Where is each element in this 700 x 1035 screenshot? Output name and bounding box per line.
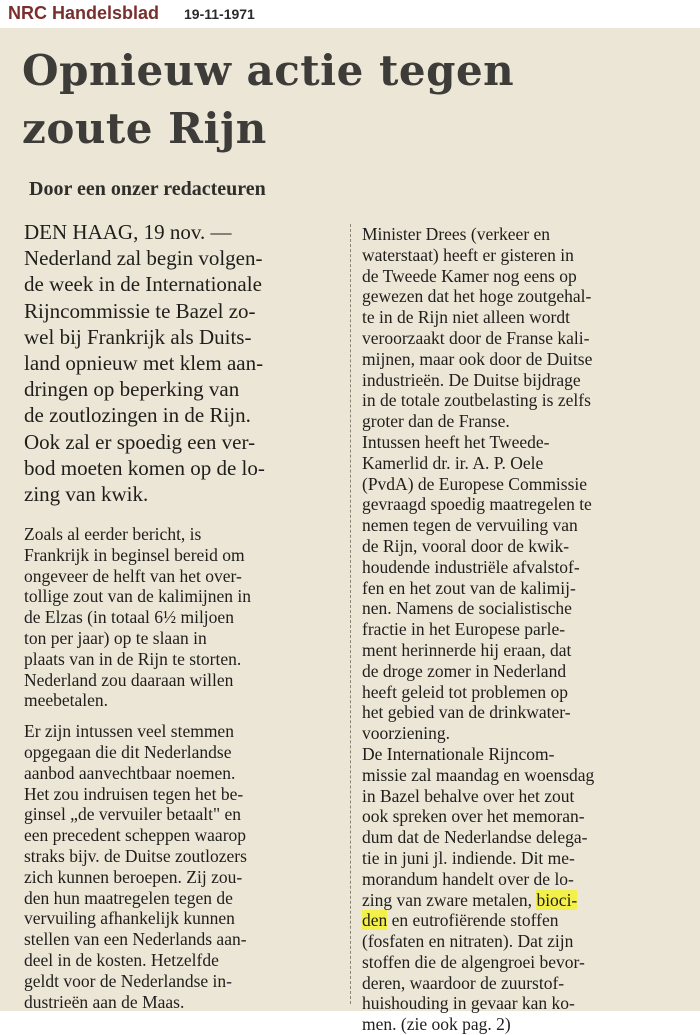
text-line: ginsel „de vervuiler betaalt" en: [24, 804, 242, 825]
text-line: nemen tegen de vervuiling van: [362, 515, 578, 536]
body-paragraph: [362, 432, 677, 744]
text-line: Er zijn intussen veel stemmen: [24, 721, 234, 742]
publication-date: 19-11-1971: [184, 6, 255, 22]
text-line: te in de Rijn niet alleen wordt: [362, 307, 571, 328]
article-byline: Door een onzer redacteuren: [29, 178, 266, 200]
text-line: opgegaan die dit Nederlandse: [24, 742, 232, 763]
text-line: meebetalen.: [24, 690, 109, 711]
text-line: in de totale zoutbelasting is zelfs: [362, 390, 591, 411]
left-column: [24, 219, 342, 1012]
text-line: heeft geleid tot problemen op: [362, 681, 569, 702]
text-line: in Bazel behalve over het zout: [362, 785, 575, 806]
text-line: dustrieën aan de Maas.: [24, 991, 185, 1012]
text-line: stellen van een Nederlands aan-: [24, 929, 247, 950]
text-line: deel in de kosten. Hetzelfde: [24, 950, 219, 970]
text-line: huishouding in gevaar kan ko-: [362, 993, 575, 1014]
highlighted-word: den: [362, 910, 388, 931]
text-line: den hun maatregelen tegen de: [24, 887, 233, 908]
highlighted-word: bioci-: [536, 889, 578, 910]
column-divider: [350, 224, 351, 1004]
text-line: Minister Drees (verkeer en: [362, 224, 551, 244]
text-line: de Rijn, vooral door de kwik-: [362, 535, 570, 556]
text-line: aanbod aanvechtbaar noemen.: [24, 762, 236, 783]
body-paragraph: [24, 524, 342, 711]
text-line: bod moeten komen op de lo-: [24, 455, 265, 480]
text-line: Nederland zou daaraan willen: [24, 669, 234, 690]
body-paragraph: [362, 744, 677, 1035]
text-line: De Internationale Rijncom-: [362, 743, 555, 764]
text-line: fen en het zout van de kalimij-: [362, 577, 576, 598]
text-line: dringen op beperking van: [24, 377, 240, 402]
text-line: DEN HAAG, 19 nov. —: [24, 220, 232, 244]
newspaper-clipping: [0, 28, 700, 1035]
lead-paragraph: [24, 219, 342, 507]
text-line: waterstaat) heeft er gisteren in: [362, 244, 574, 265]
text-line: het gebied van de drinkwater-: [362, 702, 571, 723]
text-line: plaats van in de Rijn te storten.: [24, 648, 242, 669]
text-line: de Tweede Kamer nog eens op: [362, 265, 577, 286]
text-line: de week in de Internationale: [24, 272, 262, 297]
page-header: [0, 0, 700, 30]
text-line: zing van kwik.: [24, 481, 149, 506]
text-line: veroorzaakt door de Franse kali-: [362, 327, 590, 348]
text-line: ton per jaar) op te slaan in: [24, 628, 207, 649]
text-line: men. (zie ook pag. 2): [362, 1014, 511, 1035]
text-line: mijnen, maar ook door de Duitse: [362, 348, 593, 369]
text-line: ongeveer de helft van het over-: [24, 565, 242, 586]
text-line: Rijncommissie te Bazel zo-: [24, 298, 256, 323]
right-column: [362, 224, 677, 1035]
text-line: Intussen heeft het Tweede-: [362, 431, 550, 452]
text-line: Zoals al eerder bericht, is: [24, 524, 202, 545]
text-line: (fosfaten en nitraten). Dat zijn: [362, 931, 574, 952]
text-line: voorziening.: [362, 723, 450, 744]
text-line: nen. Namens de socialistische: [362, 598, 572, 619]
text-line: zich kunnen beroepen. Zij zou-: [24, 866, 243, 887]
text-line: (PvdA) de Europese Commissie: [362, 473, 588, 494]
text-line: industrieën. De Duitse bijdrage: [362, 369, 581, 390]
text-line: gevraagd spoedig maatregelen te: [362, 494, 592, 515]
text-line: Kamerlid dr. ir. A. P. Oele: [362, 452, 544, 473]
body-paragraph: [24, 721, 342, 1012]
text-line: dum dat de Nederlandse delega-: [362, 827, 588, 848]
text-line: gewezen dat het hoge zoutgehal-: [362, 286, 592, 307]
text-line: ook spreken over het memoran-: [362, 806, 585, 827]
text-line: missie zal maandag en woensdag: [362, 764, 595, 785]
publication-name: NRC Handelsblad: [8, 3, 160, 23]
headline-line-2: zoute Rijn: [22, 104, 267, 153]
text-line: de Elzas (in totaal 6½ miljoen: [24, 607, 234, 628]
text-line: een precedent scheppen waarop: [24, 825, 247, 846]
text-line: fractie in het Europese parle-: [362, 619, 566, 640]
text-line: groter dan de Franse.: [362, 411, 510, 432]
article-headline: [22, 42, 682, 158]
text-line: zing van zware metalen, bioci-: [362, 889, 578, 910]
text-line: tie in juni jl. indiende. Dit me-: [362, 847, 575, 868]
text-line: stoffen die de algengroei bevor-: [362, 951, 585, 972]
text-line: geldt voor de Nederlandse in-: [24, 970, 232, 991]
text-line: Nederland zal begin volgen-: [24, 246, 263, 271]
text-line: Ook zal er spoedig een ver-: [24, 429, 256, 454]
text-line: Frankrijk in beginsel bereid om: [24, 544, 245, 565]
text-line: tollige zout van de kalimijnen in: [24, 586, 251, 607]
text-line: deren, waardoor de zuurstof-: [362, 972, 565, 993]
text-line: straks bijv. de Duitse zoutlozers: [24, 846, 247, 867]
body-paragraph: [362, 224, 677, 432]
text-line: vervuiling afhankelijk kunnen: [24, 908, 235, 929]
text-line: den en eutrofiërende stoffen: [362, 910, 559, 931]
text-line: morandum handelt over de lo-: [362, 868, 574, 889]
text-line: de zoutlozingen in de Rijn.: [24, 403, 251, 428]
text-line: de droge zomer in Nederland: [362, 660, 567, 681]
headline-line-1: Opnieuw actie tegen: [22, 46, 515, 95]
text-line: land opnieuw met klem aan-: [24, 350, 264, 375]
text-line: wel bij Frankrijk als Duits-: [24, 324, 252, 349]
text-line: Het zou indruisen tegen het be-: [24, 783, 244, 804]
text-line: ment herinnerde hij eraan, dat: [362, 639, 572, 660]
text-line: houdende industriële afvalstof-: [362, 556, 580, 577]
